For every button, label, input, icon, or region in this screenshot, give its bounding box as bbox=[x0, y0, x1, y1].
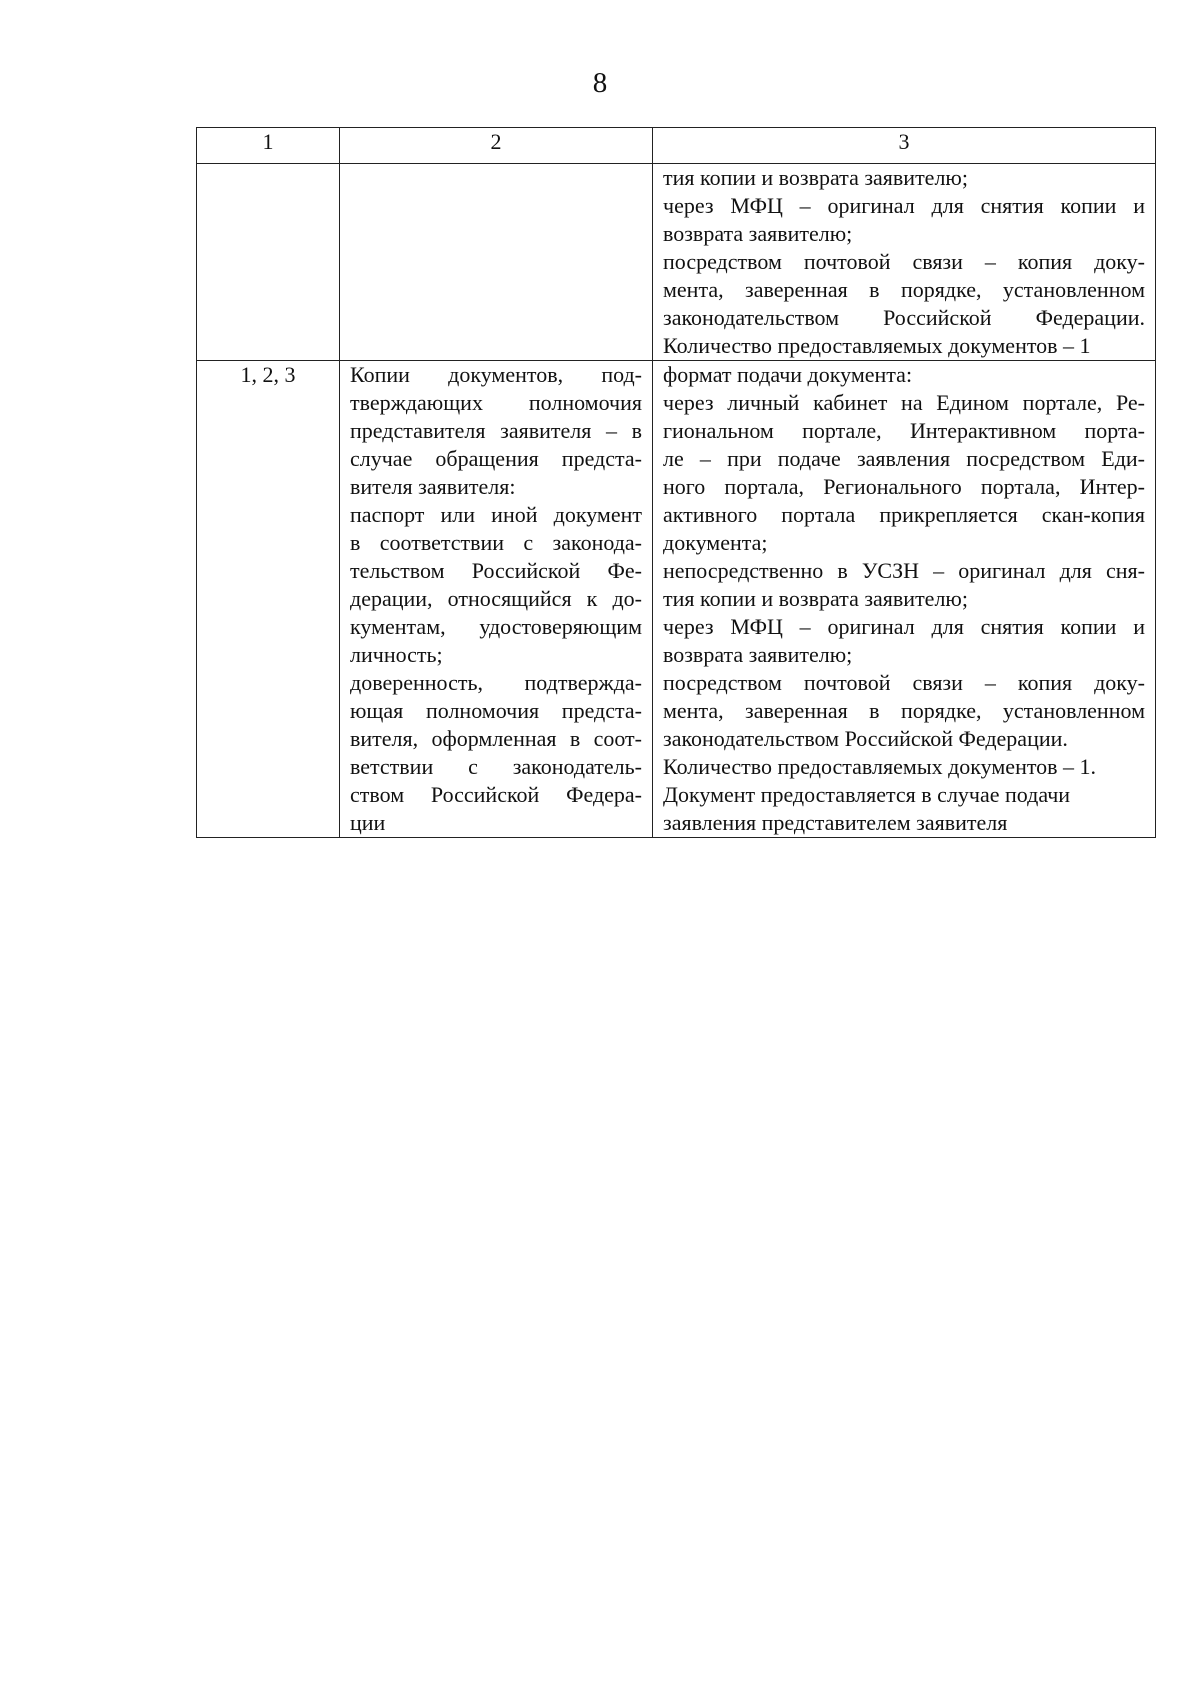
cell-text-line: вителя, оформленная в соот- bbox=[350, 726, 642, 751]
cell-text-line: законодательством Российской Федерации. bbox=[663, 726, 1068, 751]
cell-text-line: тельством Российской Фе- bbox=[350, 558, 642, 583]
row2-number-cell: 1, 2, 3 bbox=[197, 361, 340, 838]
table-row bbox=[197, 361, 1156, 838]
page-number: 8 bbox=[592, 67, 608, 99]
header-cell-1: 1 bbox=[197, 128, 340, 164]
cell-text-line: Документ предоставляется в случае подачи bbox=[663, 782, 1071, 807]
cell-text-line: Копии документов, под- bbox=[350, 362, 642, 387]
cell-text-line: Количество предоставляемых документов – 1 bbox=[663, 333, 1091, 358]
cell-text-line: через личный кабинет на Едином портале, Ре- bbox=[663, 390, 1145, 415]
row1-document-cell bbox=[340, 164, 653, 361]
cell-text-line: доверенность, подтвержда- bbox=[350, 670, 642, 695]
row1-format-cell bbox=[653, 164, 1156, 361]
cell-text-line: ле – при подаче заявления посредством Еди- bbox=[663, 446, 1145, 471]
cell-text-line: вителя заявителя: bbox=[350, 474, 516, 499]
cell-text-line: кументам, удостоверяющим bbox=[350, 614, 642, 639]
cell-text-line: Количество предоставляемых документов – 1. bbox=[663, 754, 1097, 779]
cell-text-line: непосредственно в УСЗН – оригинал для сня- bbox=[663, 558, 1145, 583]
cell-text-line: мента, заверенная в порядке, установленном bbox=[663, 698, 1145, 723]
cell-text-line: представителя заявителя – в bbox=[350, 418, 642, 443]
cell-text-line: возврата заявителю; bbox=[663, 221, 853, 246]
cell-text-line: мента, заверенная в порядке, установленном bbox=[663, 277, 1145, 302]
cell-text-line: ции bbox=[350, 810, 386, 835]
row1-number-cell bbox=[197, 164, 340, 361]
cell-text-line: через МФЦ – оригинал для снятия копии и bbox=[663, 193, 1145, 218]
cell-text-line: через МФЦ – оригинал для снятия копии и bbox=[663, 614, 1145, 639]
cell-text-line: заявления представителем заявителя bbox=[663, 810, 1008, 835]
cell-text-line: в соответствии с законода- bbox=[350, 530, 642, 555]
row2-document-cell bbox=[340, 361, 653, 838]
cell-text-line: случае обращения предста- bbox=[350, 446, 642, 471]
cell-text-line: ством Российской Федера- bbox=[350, 782, 642, 807]
cell-text-line: ющая полномочия предста- bbox=[350, 698, 642, 723]
cell-text-line: посредством почтовой связи – копия доку- bbox=[663, 670, 1145, 695]
row2-format-cell bbox=[653, 361, 1156, 838]
cell-text-line: ветствии с законодатель- bbox=[350, 754, 642, 779]
cell-text-line: личность; bbox=[350, 642, 443, 667]
cell-text-line: формат подачи документа: bbox=[663, 362, 913, 387]
cell-text-line: активного портала прикрепляется скан-копия bbox=[663, 502, 1145, 527]
cell-text-line: документа; bbox=[663, 530, 768, 555]
cell-text-line: дерации, относящийся к до- bbox=[350, 586, 642, 611]
document-table bbox=[196, 127, 1156, 838]
cell-text-line: законодательством Российской Федерации. bbox=[663, 305, 1145, 330]
header-cell-2: 2 bbox=[340, 128, 653, 164]
cell-text-line: гиональном портале, Интерактивном порта- bbox=[663, 418, 1145, 443]
cell-text-line: тия копии и возврата заявителю; bbox=[663, 586, 968, 611]
cell-text-line: паспорт или иной документ bbox=[350, 502, 642, 527]
table-row bbox=[197, 164, 1156, 361]
cell-text-line: возврата заявителю; bbox=[663, 642, 853, 667]
cell-text-line: ного портала, Регионального портала, Интер- bbox=[663, 474, 1145, 499]
cell-text-line: тия копии и возврата заявителю; bbox=[663, 165, 968, 190]
table-header-row bbox=[197, 128, 1156, 164]
cell-text-line: тверждающих полномочия bbox=[350, 390, 642, 415]
cell-text-line: посредством почтовой связи – копия доку- bbox=[663, 249, 1145, 274]
header-cell-3: 3 bbox=[653, 128, 1156, 164]
